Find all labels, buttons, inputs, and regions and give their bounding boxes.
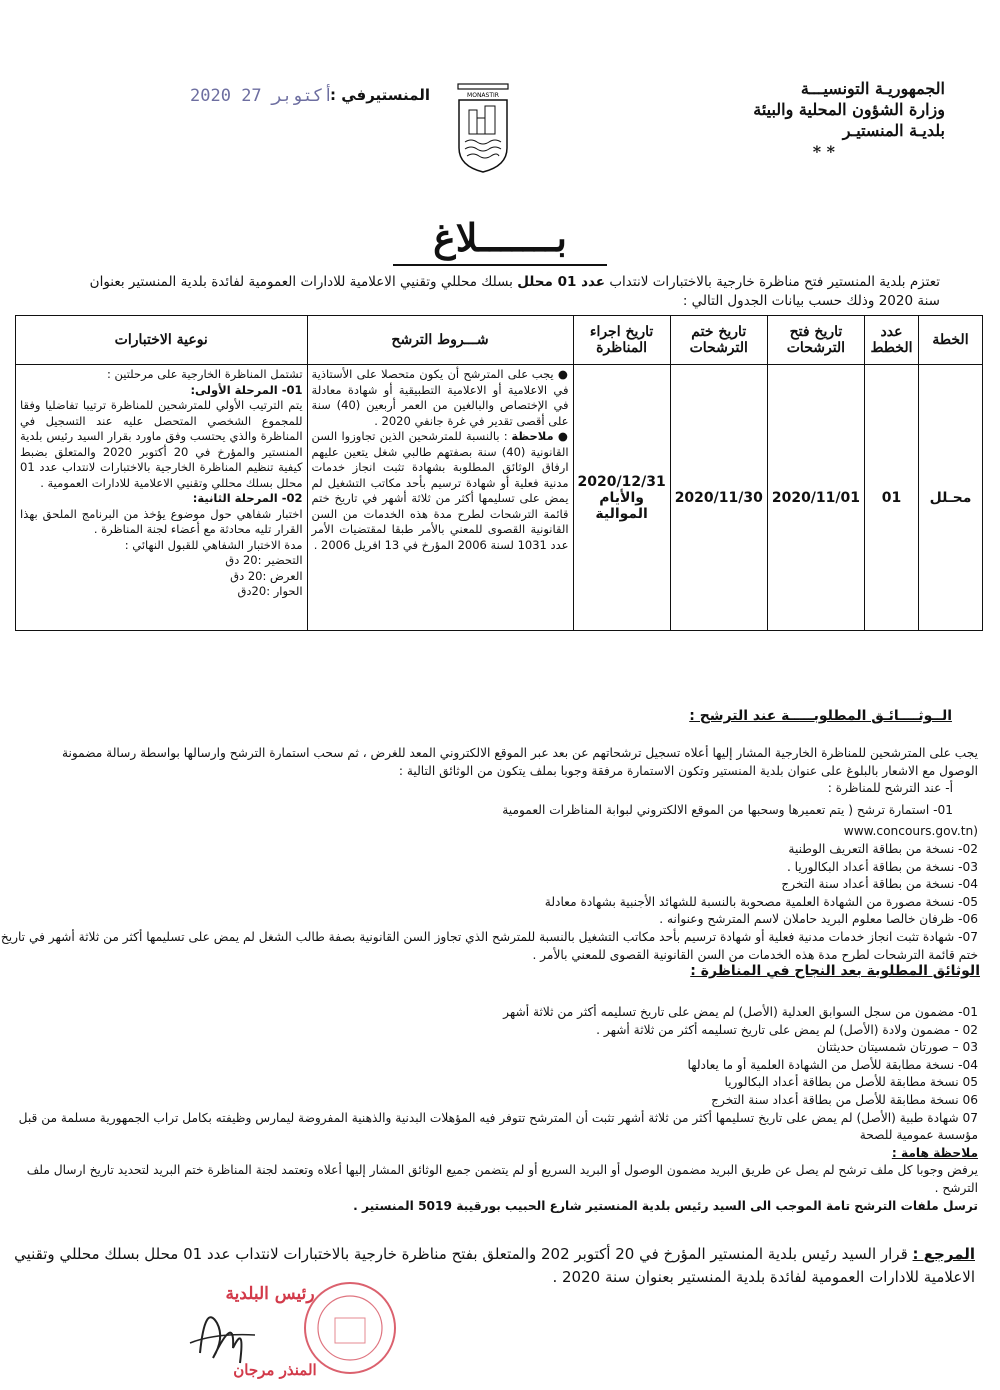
intro-text-2: بسلك محللي وتقنيي الاعلامية للادارات العمومية لفائدة بلدية المنستير بعنوان bbox=[89, 274, 518, 290]
cell-count: 01 bbox=[865, 365, 919, 631]
reference-block bbox=[14, 1243, 975, 1289]
notice-title bbox=[0, 215, 1000, 266]
table-row bbox=[16, 365, 983, 631]
cell-conditions bbox=[307, 365, 573, 631]
docs-success-item: مؤسسة عمومية للصحة bbox=[859, 1128, 978, 1143]
important-note-line3: ترسل ملفات الترشح تامة الموجب الى السيد رئيس بلدية المنستير شارع الحبيب بورقيبة 5019 المنستير . bbox=[353, 1198, 978, 1213]
docs-required-item: 07- شهادة تثبت انجاز خدمات مدنية فعلية أو شهادة ترسيم بأحد مكاتب التشغيل بالنسبة للمترشح الذي تجاوز السن القانونية بصفة طالب الشغل لم يمض على تسليمها أكثر من ثلاثة أشهر في تاريخ bbox=[0, 929, 978, 944]
intro-text-3: سنة 2020 وذلك حسب بيانات الجدول التالي : bbox=[682, 293, 940, 309]
docs-required-item: 05- نسخة مصورة من الشهادة العلمية مصحوبة بالنسبة للشهائد الأجنبية بشهادة معادلة bbox=[544, 894, 978, 909]
docs-required-title: الــوثــــائـق المطلوبـــــة عند الترشح : bbox=[689, 708, 952, 724]
condition-note-label: ملاحظة bbox=[511, 429, 554, 443]
city-date-label: المنستيرفي : bbox=[330, 86, 431, 104]
important-note-line2: الترشح . bbox=[934, 1180, 978, 1195]
docs-required-item: 01- استمارة ترشح ( يتم تعميرها وسحبها من الموقع الالكتروني لبوابة المناظرات العمومية bbox=[502, 802, 953, 817]
tests-stage1: يتم الترتيب الأولي للمترشحين للمناظرة ترتيبا تفاضليا وفقا للمجموع الشخصي المتحصل عليه عند التسجيل في المناظرة والذي يحتسب وفق ماورد بقرار السيد رئيس بلدية المنستير والمؤرخ في 20 أكتوبر 2020 والمتعلق بضبط كيفية تنظيم المناظرة الخارجية بالاختبارات لانتداب عدد 01 محلل بسلك محللي وتقنيي الاعلامية للادارات العمومية . bbox=[20, 398, 303, 490]
docs-success-item: 04- نسخة مطابقة للأصل من الشهادة العلمية أو ما يعادلها bbox=[687, 1057, 978, 1072]
condition-1-text: يجب على المترشح أن يكون متحصلا على الأستاذية في الاعلامية أو الاعلامية التطبيقية أو شهادة معادلة في الإختصاص والبالغين من العمر أربعين (40) سنة على أقصى تقدير في غرة جانفي 2020 . bbox=[311, 367, 569, 428]
signature-stamp bbox=[175, 1273, 405, 1383]
intro-paragraph bbox=[50, 273, 940, 311]
tests-prep: التحضير :20 دق bbox=[225, 553, 303, 567]
col-close-date: تاريخ ختم الترشحات bbox=[670, 316, 767, 365]
col-exam-date: تاريخ اجراء المناظرة bbox=[573, 316, 670, 365]
cell-exam-date bbox=[573, 365, 670, 631]
tests-duration: مدة الاختبار الشفاهي للقبول النهائي : bbox=[124, 537, 303, 552]
docs-success-item: 05 نسخة مطابقة للأصل من بطاقة أعداد البكالوريا bbox=[724, 1075, 978, 1090]
ministry-name: وزارة الشؤون المحلية والبيئة bbox=[753, 100, 945, 119]
col-open-date: تاريخ فتح الترشحات bbox=[767, 316, 864, 365]
docs-required-item: (www.concours.gov.tn bbox=[843, 824, 978, 839]
col-tests: نوعية الاختبارات bbox=[16, 316, 308, 365]
docs-success-item: 02 - مضمون ولادة (الأصل) لم يمض على تاريخ تسليمه أكثر من ثلاثة أشهر . bbox=[596, 1022, 978, 1037]
docs-success-section bbox=[80, 963, 980, 979]
competition-table bbox=[15, 315, 983, 631]
important-note-title: ملاحظة هامة : bbox=[891, 1145, 978, 1160]
condition-2-text: : بالنسبة للمترشحين الذين تجاوزوا السن القانونية (40) سنة بصفتهم طالبي شغل يتعين عليهم ارفاق الوثائق المطلوبة بشهادة تثبت انجاز خدمات مدنية فعلية أو شهادة ترسيم بأحد مكاتب التشغيل لم يمض على تسليمها أكثر من ثلاثة أشهر في تاريخ ختم قائمة الترشحات لطرح مدة هذه الخدمات من السن القانونية القصوى للمعني بالأمر طبقا لمقتضيات الأمر عدد 1031 لسنة 2006 المؤرخ في 13 افريل 2006 . bbox=[311, 429, 569, 552]
tests-stage2: اختبار شفاهي حول موضوع يؤخذ من البرنامج الملحق بهذا القرار تليه محادثة مع أعضاء لجنة المناظرة . bbox=[20, 506, 303, 536]
condition-1: ● يجب على المترشح أن يكون متحصلا على الأستاذية في الاعلامية أو الاعلامية التطبيقية أو شهادة معادلة في الإختصاص والبالغين من العمر أربعين (40) سنة على أقصى تقدير في غرة جانفي 2020 . bbox=[311, 367, 569, 428]
exam-date: 2020/12/31 bbox=[577, 473, 666, 490]
col-conditions: شـــروط الترشح bbox=[307, 316, 573, 365]
intro-text-1: تعتزم بلدية المنستير فتح مناظرة خارجية بالاختبارات لانتداب bbox=[605, 274, 940, 290]
docs-success-title: الوثائق المطلوبة بعد النجاح في المناظرة : bbox=[690, 963, 980, 979]
reference-label: المرجع : bbox=[912, 1245, 975, 1263]
cell-close-date: 2020/11/30 bbox=[670, 365, 767, 631]
docs-required-para2: الوصول مع الاشعار بالبلوغ على عنوان بلدية المنستير وتكون الاستمارة مرفقة وجوبا بملف يتكون من الوثائق التالية : bbox=[398, 763, 978, 778]
docs-success-item: 07 شهادة طبية (الأصل) لم يمض على تاريخ تسليمها أكثر من ثلاثة أشهر تثبت أن المترشح تتوفر فيه المؤهلات البدنية والذهنية المفروضة ليمارس وظيفته بكامل تراب الجمهورية مسلمة من قبل bbox=[18, 1110, 978, 1125]
table-header-row bbox=[16, 316, 983, 365]
condition-2: ● ملاحظة : بالنسبة للمترشحين الذين تجاوزوا السن القانونية (40) سنة بصفتهم طالبي شغل يتعين عليهم ارفاق الوثائق المطلوبة بشهادة تثبت انجاز خدمات مدنية فعلية أو شهادة ترسيم بأحد مكاتب التشغيل لم يمض على تسليمها أكثر من ثلاثة أشهر في تاريخ ختم قائمة الترشحات لطرح مدة هذه الخدمات من السن القانونية القصوى للمعني بالأمر طبقا لمقتضيات الأمر عدد 1031 لسنة 2006 المؤرخ في 13 افريل 2006 . bbox=[311, 429, 569, 552]
logo-caption: MONASTIR bbox=[467, 92, 499, 99]
docs-success-body bbox=[20, 1004, 978, 1215]
col-count: عدد الخطط bbox=[865, 316, 919, 365]
header-stars: * * bbox=[812, 142, 835, 161]
reference-line1: قرار السيد رئيس بلدية المنستير المؤرخ في 20 أكتوبر 202 والمتعلق بفتح مناظرة خارجية بالاختبارات لانتداب عدد 01 محلل بسلك محللي وتقنيي bbox=[14, 1245, 913, 1263]
docs-success-item: 06 نسخة مطابقة للأصل من بطاقة أعداد سنة التخرج bbox=[711, 1092, 978, 1107]
docs-required-sub: أ- عند الترشح للمناظرة : bbox=[827, 781, 953, 796]
tests-present: العرض :20 دق bbox=[230, 568, 303, 583]
docs-required-section bbox=[52, 708, 952, 724]
docs-required-item: 06- ظرفان خالصا معلوم البريد حاملان لاسم المترشح وعنوانه . bbox=[659, 912, 978, 927]
republic-name: الجمهوريـة التونسيـــة bbox=[800, 79, 945, 98]
cell-open-date: 2020/11/01 bbox=[767, 365, 864, 631]
date-stamp: 2020 أكتوبر 27 bbox=[190, 86, 334, 106]
municipality-name: بلديـة المنستيـر bbox=[842, 121, 945, 140]
docs-required-item: ختم قائمة الترشحات لطرح مدة هذه الخدمات من السن القانونية القصوى للمعني بالأمر . bbox=[532, 947, 978, 962]
cell-tests bbox=[16, 365, 308, 631]
docs-success-item: 03 – صورتان شمسيتان حديثتان bbox=[816, 1040, 978, 1055]
signature-title: رئيس البلدية bbox=[225, 1284, 315, 1304]
docs-required-para1: يجب على المترشحين للمناظرة الخارجية المشار إليها أعلاه تسجيل ترشحاتهم عن بعد عبر الموقع الالكتروني المعد للغرض ، ثم سحب استمارة الترشح وارسالها بواسطة رسالة مضمونة bbox=[61, 746, 978, 760]
tests-stage2-label: 02- المرحلة الثانية: bbox=[192, 491, 303, 505]
reference-line2: الاعلامية للادارات العمومية لفائدة بلدية المنستير بعنوان سنة 2020 . bbox=[552, 1268, 975, 1286]
notice-title-text: بـــــــلاغ bbox=[393, 215, 607, 266]
docs-required-item: 03- نسخة من بطاقة أعداد البكالوريا . bbox=[786, 859, 978, 874]
tests-intro: تشتمل المناظرة الخارجية على مرحلتين : bbox=[106, 367, 303, 381]
tests-stage1-label: 01- المرحلة الأولى: bbox=[190, 382, 303, 397]
tests-dialog: الحوار :20دق bbox=[237, 584, 303, 598]
important-note-line1: يرفض وجوبا كل ملف ترشح لم يصل عن طريق البريد مضمون الوصول أو البريد السريع أو لم يتضمن جميع الوثائق المشار إليها أعلاه وتعتمد لجنة المناظرة ختم البريد لتحديد تاريخ ارسال ملف bbox=[26, 1163, 978, 1178]
exam-date-note: والأيام الموالية bbox=[595, 489, 648, 522]
docs-required-item: 04- نسخة من بطاقة أعداد سنة التخرج bbox=[781, 877, 978, 892]
signature-name: المنذر مرجان bbox=[233, 1361, 317, 1379]
col-plan: الخطة bbox=[919, 316, 983, 365]
letterhead bbox=[615, 78, 945, 162]
municipality-logo bbox=[455, 82, 511, 174]
cell-plan: محـلل bbox=[919, 365, 983, 631]
docs-success-item: 01- مضمون من سجل السوابق العدلية (الأصل) لم يمض على تاريخ تسليمه أكثر من ثلاثة أشهر bbox=[503, 1005, 978, 1019]
intro-count: عدد 01 محلل bbox=[517, 274, 606, 290]
docs-required-body bbox=[0, 745, 978, 964]
docs-required-item: 02- نسخة من بطاقة التعريف الوطنية bbox=[788, 841, 978, 856]
